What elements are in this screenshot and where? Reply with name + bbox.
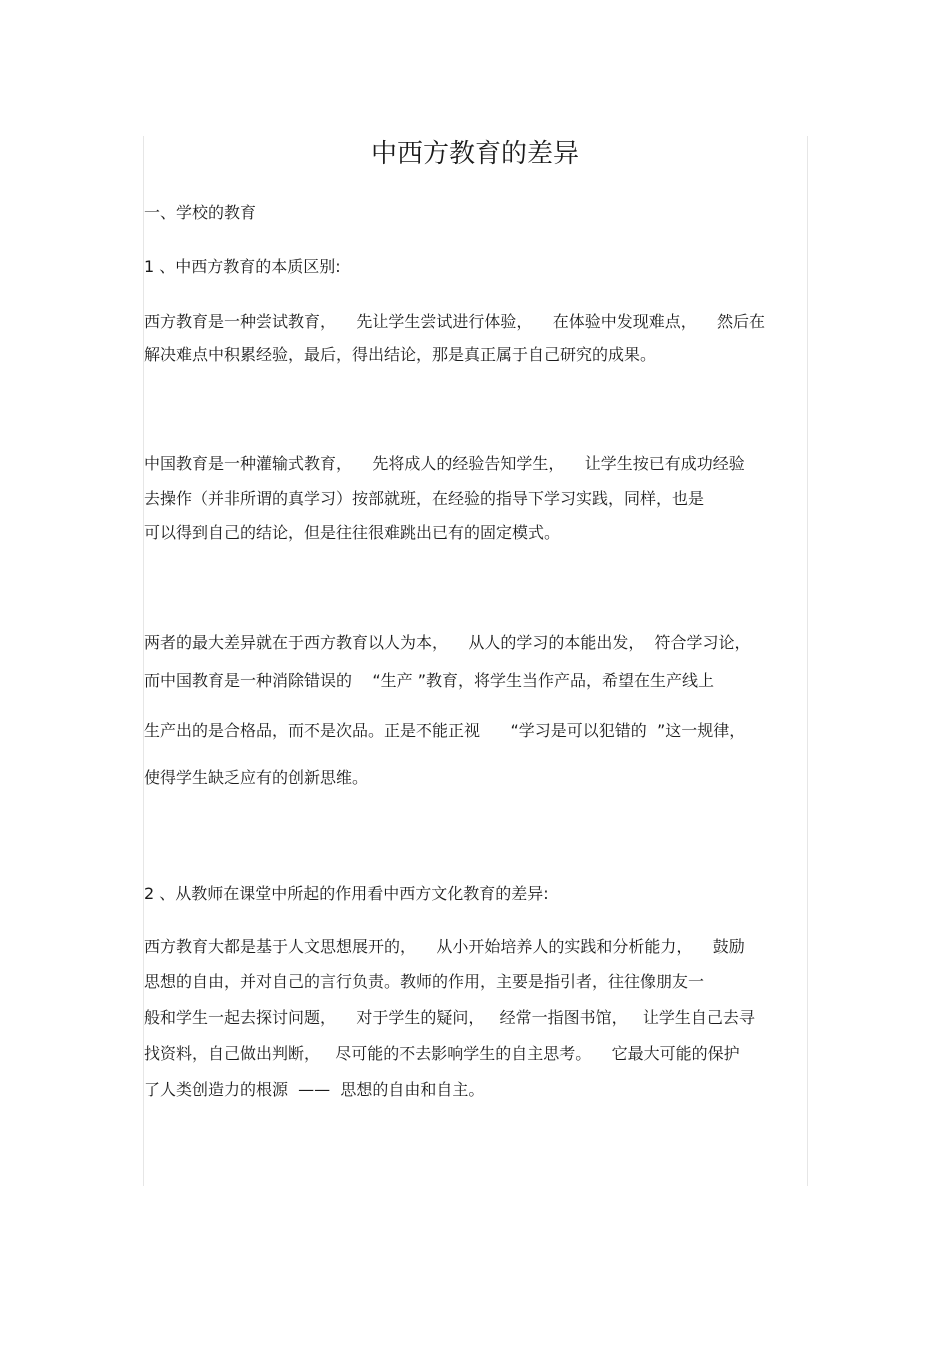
paragraph-4-line-5: 了人类创造力的根源 —— 思想的自由和自主。 [144,1080,485,1099]
subsection-heading-2: 2 、从教师在课堂中所起的作用看中西方文化教育的差异: [144,884,549,903]
paragraph-3-line-2: 而中国教育是一种消除错误的 “生产 ”教育，将学生当作产品，希望在生产线上 [144,671,715,690]
paragraph-4-line-4: 找资料，自己做出判断， 尽可能的不去影响学生的自主思考。 它最大可能的保护 [144,1044,740,1063]
paragraph-4-line-1: 西方教育大都是基于人文思想展开的， 从小开始培养人的实践和分析能力， 鼓励 [144,937,745,956]
document-title: 中西方教育的差异 [370,139,579,169]
paragraph-2-line-3: 可以得到自己的结论，但是往往很难跳出已有的固定模式。 [144,523,561,542]
paragraph-3-line-4: 使得学生缺乏应有的创新思维。 [144,768,369,787]
page-frame [143,136,808,1186]
subsection-heading-1: 1 、中西方教育的本质区别: [144,257,341,276]
paragraph-4-line-3: 般和学生一起去探讨问题， 对于学生的疑问， 经常一指图书馆， 让学生自己去寻 [144,1008,755,1027]
paragraph-4-line-2: 思想的自由，并对自己的言行负责。教师的作用，主要是指引者，往往像朋友一 [144,972,705,991]
paragraph-1-line-2: 解决难点中积累经验，最后，得出结论，那是真正属于自己研究的成果。 [144,345,657,364]
section-heading: 一、学校的教育 [144,203,257,222]
paragraph-1-line-1: 西方教育是一种尝试教育， 先让学生尝试进行体验， 在体验中发现难点， 然后在 [144,312,766,331]
paragraph-3-line-1: 两者的最大差异就在于西方教育以人为本， 从人的学习的本能出发， 符合学习论， [144,633,751,652]
paragraph-2-line-2: 去操作（并非所谓的真学习）按部就班，在经验的指导下学习实践，同样，也是 [144,489,705,508]
paragraph-3-line-3: 生产出的是合格品，而不是次品。正是不能正视 “学习是可以犯错的 ”这一规律， [144,721,746,740]
paragraph-2-line-1: 中国教育是一种灌输式教育， 先将成人的经验告知学生， 让学生按已有成功经验 [144,454,745,473]
